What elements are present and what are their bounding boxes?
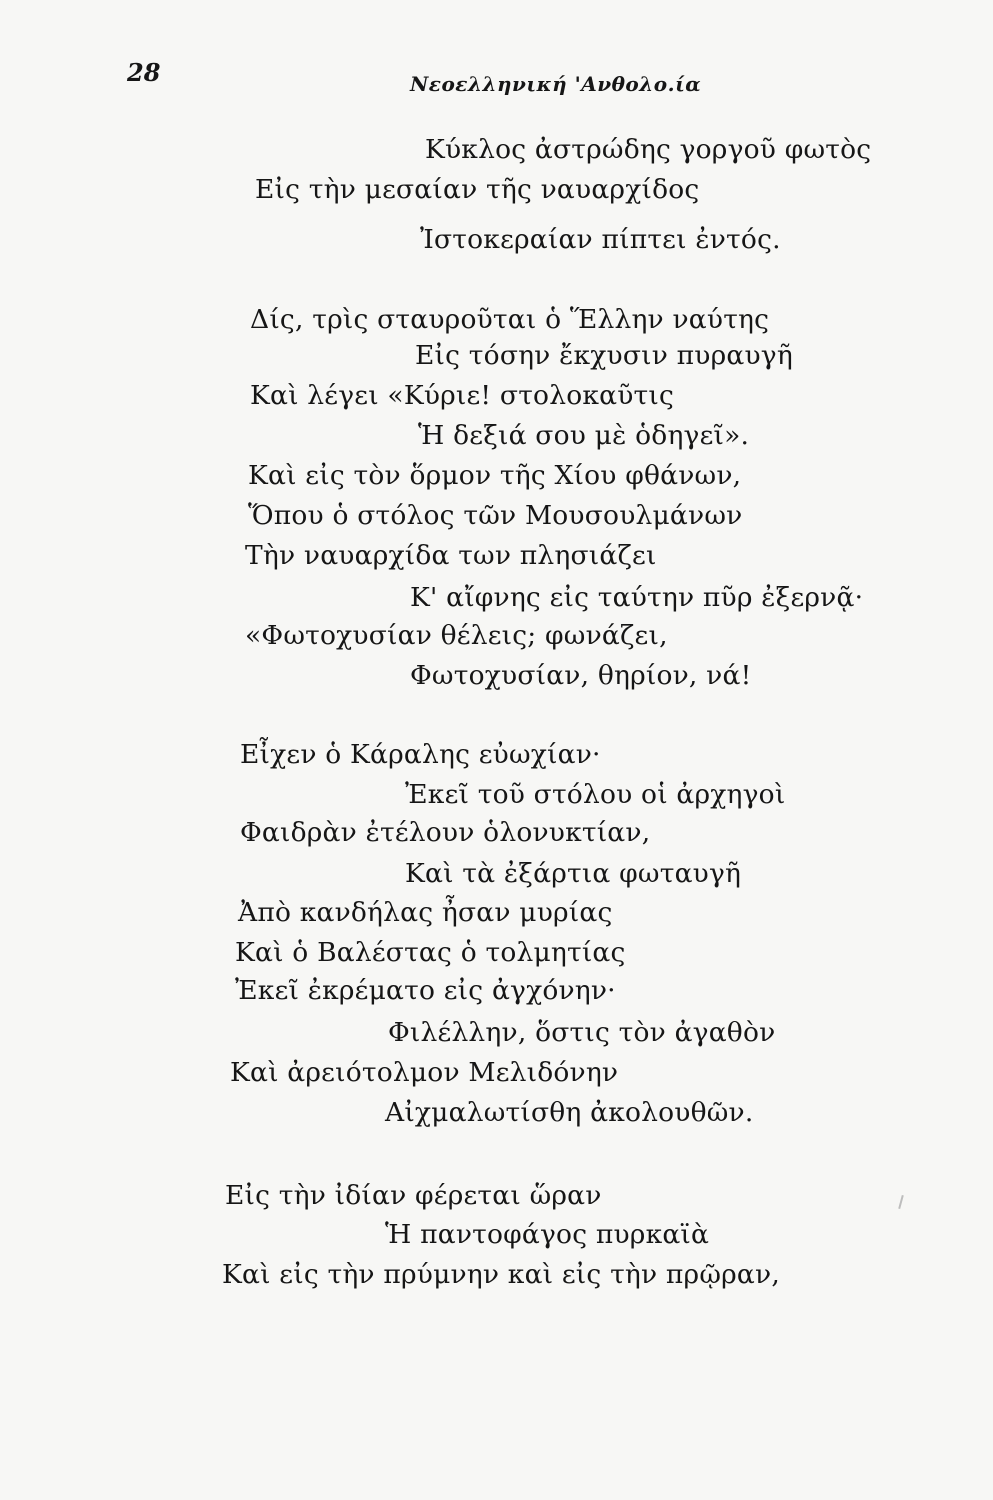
poem-line: Καὶ ἀρειότολμον Μελιδόνην xyxy=(230,1057,619,1088)
poem-line: Καὶ λέγει «Κύριε! στολοκαῦτις xyxy=(250,380,675,411)
poem-line: Κύκλος ἀστρώδης γοργοῦ φωτὸς xyxy=(425,134,872,165)
poem-line: Φωτοχυσίαν, θηρίον, νά! xyxy=(410,660,752,691)
running-head: Νεοελληνική 'Ανθολο.ία xyxy=(410,72,702,96)
poem-line: Φαιδρὰν ἐτέλουν ὁλονυκτίαν, xyxy=(240,817,651,848)
poem-line: Καὶ εἰς τὴν πρύμνην καὶ εἰς τὴν πρῷραν, xyxy=(222,1259,780,1290)
poem-line: Καὶ ὁ Βαλέστας ὁ τολμητίας xyxy=(235,937,626,968)
poem-line: Ἐκεῖ ἐκρέματο εἰς ἀγχόνην· xyxy=(235,975,616,1006)
poem-line: Φιλέλλην, ὅστις τὸν ἀγαθὸν xyxy=(388,1017,776,1048)
poem-line: Ἀπὸ κανδήλας ἦσαν μυρίας xyxy=(238,897,613,928)
poem-line: Εἰς τὴν μεσαίαν τῆς ναυαρχίδος xyxy=(255,174,700,205)
poem-line: «Φωτοχυσίαν θέλεις; φωνάζει, xyxy=(245,620,668,651)
poem-line: Ἡ παντοφάγος πυρκαϊὰ xyxy=(385,1219,710,1250)
poem-line: Ἡ δεξιά σου μὲ ὁδηγεῖ». xyxy=(418,420,750,451)
poem-line: Ἰστοκεραίαν πίπτει ἐντός. xyxy=(420,224,781,255)
page-number: 28 xyxy=(127,58,161,87)
poem-line: Καὶ εἰς τὸν ὅρμον τῆς Χίου φθάνων, xyxy=(248,460,742,491)
poem-line: Αἰχμαλωτίσθη ἀκολουθῶν. xyxy=(385,1097,754,1128)
scan-speck xyxy=(898,1195,904,1209)
poem-line: Ἐκεῖ τοῦ στόλου οἱ ἀρχηγοὶ xyxy=(405,779,786,810)
poem-line: Κ' αἴφνης εἰς ταύτην πῦρ ἐξερνᾷ· xyxy=(410,582,864,613)
poem-line: Δίς, τρὶς σταυροῦται ὁ Ἕλλην ναύτης xyxy=(250,304,770,335)
poem-line: Εἰς τόσην ἔκχυσιν πυραυγῆ xyxy=(415,340,793,371)
poem-line: Ὅπου ὁ στόλος τῶν Μουσουλμάνων xyxy=(248,500,743,531)
poem-line: Εἰς τὴν ἰδίαν φέρεται ὥραν xyxy=(225,1180,602,1211)
poem-line: Καὶ τὰ ἐξάρτια φωταυγῆ xyxy=(405,858,742,889)
poem-line: Εἶχεν ὁ Κάραλης εὐωχίαν· xyxy=(240,739,601,770)
poem-line: Τὴν ναυαρχίδα των πλησιάζει xyxy=(245,540,657,571)
